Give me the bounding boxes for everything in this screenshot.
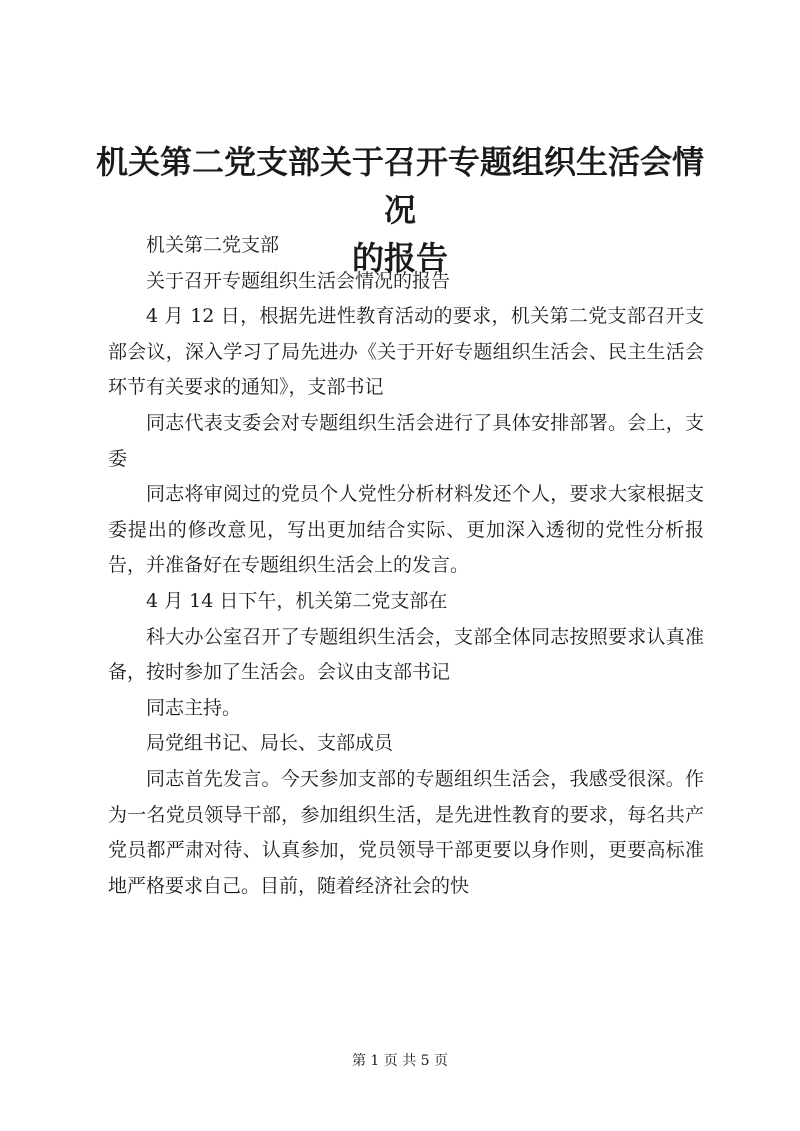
paragraph: 同志首先发言。今天参加支部的专题组织生活会，我感受很深。作为一名党员领导干部，参加组织生活，是先进性教育的要求，每名共产党员都严肃对待、认真参加，党员领导干部更要以身作则，更要高标准地严格要求自己。目前，随着经济社会的快	[108, 767, 704, 897]
paragraph: 科大办公室召开了专题组织生活会，支部全体同志按照要求认真准备，按时参加了生活会。会议由支部书记	[108, 625, 704, 684]
title-line-1: 机关第二党支部关于召开专题组织生活会情况	[96, 143, 705, 229]
paragraph: 同志将审阅过的党员个人党性分析材料发还个人，要求大家根据支委提出的修改意见，写出更加结合实际、更加深入透彻的党性分析报告，并准备好在专题组织生活会上的发言。	[108, 483, 704, 577]
document-body	[108, 228, 704, 904]
paragraph: 局党组书记、局长、支部成员	[146, 732, 394, 755]
paragraph: 4 月 12 日，根据先进性教育活动的要求，机关第二党支部召开支部会议，深入学习了局先进办《关于开好专题组织生活会、民主生活会环节有关要求的通知》，支部书记	[108, 305, 704, 399]
title-line-2: 的报告	[351, 239, 448, 277]
page-number-footer: 第 1 页 共 5 页	[351, 1053, 449, 1069]
paragraph: 同志代表支委会对专题组织生活会进行了具体安排部署。会上，支委	[108, 411, 704, 470]
paragraph-org-name: 机关第二党支部	[146, 234, 280, 256]
paragraph: 同志主持。	[146, 696, 242, 719]
paragraph-report-title: 关于召开专题组织生活会情况的报告	[146, 269, 451, 292]
paragraph: 4 月 14 日下午，机关第二党支部在	[146, 589, 448, 612]
